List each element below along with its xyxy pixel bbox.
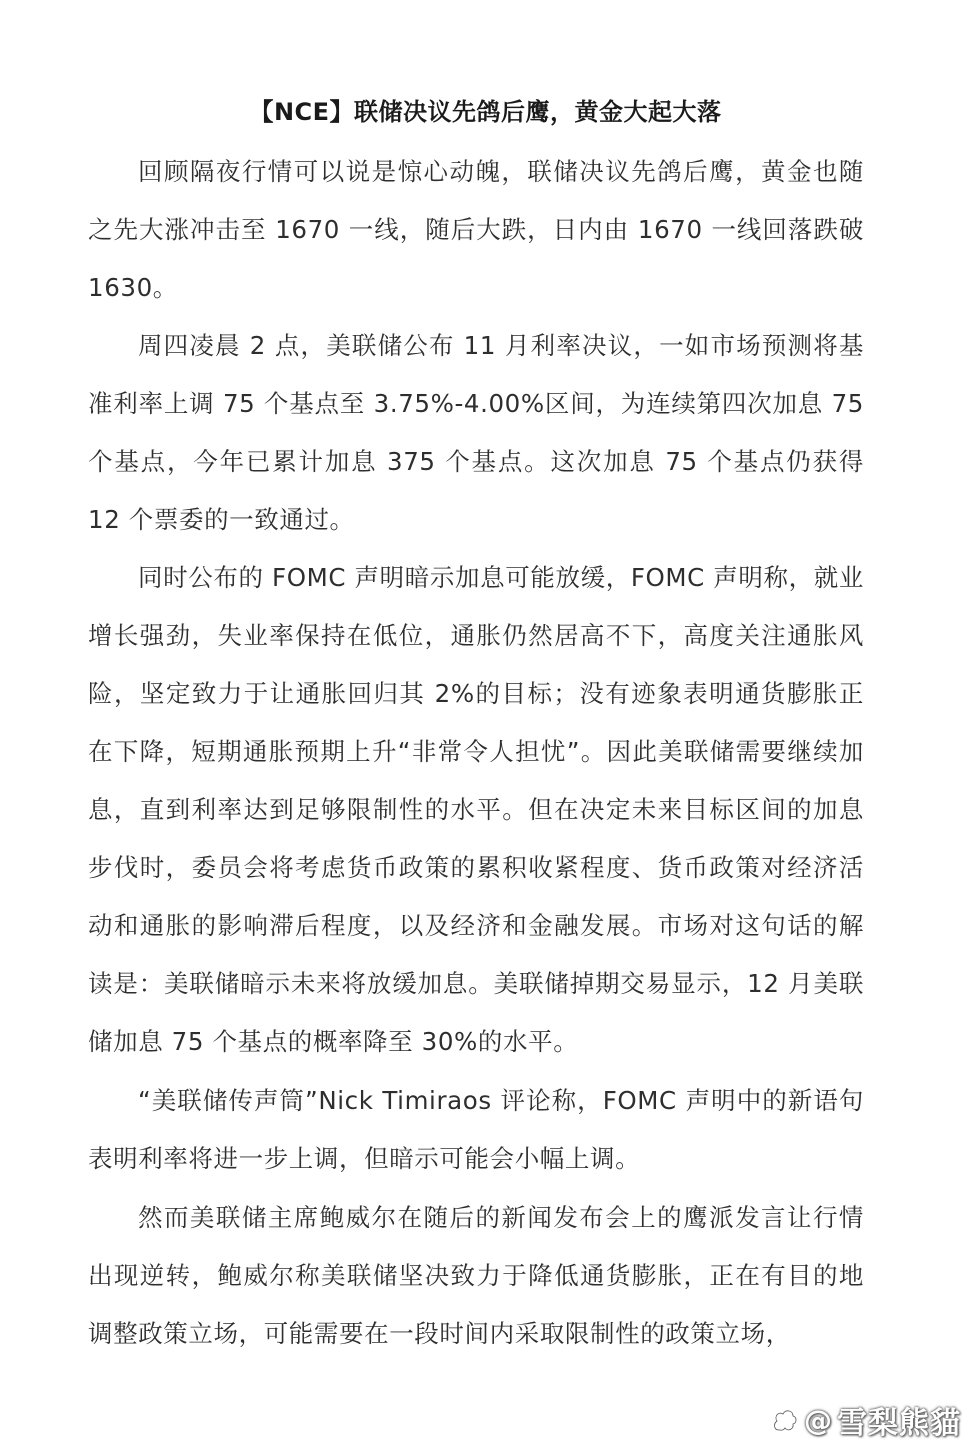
- article-paragraph: 然而美联储主席鲍威尔在随后的新闻发布会上的鹰派发言让行情出现逆转，鲍威尔称美联储坚决致力于降低通货膨胀，正在有目的地调整政策立场，可能需要在一段时间内采取限制性的政策立场，: [88, 1203, 864, 1348]
- article-paragraph: 回顾隔夜行情可以说是惊心动魄，联储决议先鸽后鹰，黄金也随之先大涨冲击至 1670 一线，随后大跌，日内由 1670 一线回落跌破 1630。: [88, 157, 864, 302]
- watermark-name: 雪梨熊貓: [837, 1406, 961, 1441]
- watermark-at: @: [804, 1403, 833, 1437]
- watermark: [770, 1398, 961, 1442]
- snowball-icon: [770, 1405, 800, 1435]
- article-title: 【NCE】联储决议先鸽后鹰，黄金大起大落: [249, 98, 722, 126]
- article-paragraph: “美联储传声筒”Nick Timiraos 评论称，FOMC 声明中的新语句表明利率将进一步上调，但暗示可能会小幅上调。: [88, 1086, 864, 1173]
- article-paragraph: 周四凌晨 2 点，美联储公布 11 月利率决议，一如市场预测将基准利率上调 75 个基点至 3.75%-4.00%区间，为连续第四次加息 75 个基点，今年已累计加息 375 个基点。这次加息 75 个基点仍获得 12 个票委的一致通过。: [88, 331, 864, 534]
- article-paragraph: 同时公布的 FOMC 声明暗示加息可能放缓，FOMC 声明称，就业增长强劲，失业率保持在低位，通胀仍然居高不下，高度关注通胀风险，坚定致力于让通胀回归其 2%的目标；没有迹象表明通货膨胀正在下降，短期通胀预期上升“非常令人担忧”。因此美联储需要继续加息，直到利率达到足够限制性的水平。但在决定未来目标区间的加息步伐时，委员会将考虑货币政策的累积收紧程度、货币政策对经济活动和通胀的影响滞后程度，以及经济和金融发展。市场对这句话的解读是：美联储暗示未来将放缓加息。美联储掉期交易显示，12 月美联储加息 75 个基点的概率降至 30%的水平。: [88, 563, 864, 1056]
